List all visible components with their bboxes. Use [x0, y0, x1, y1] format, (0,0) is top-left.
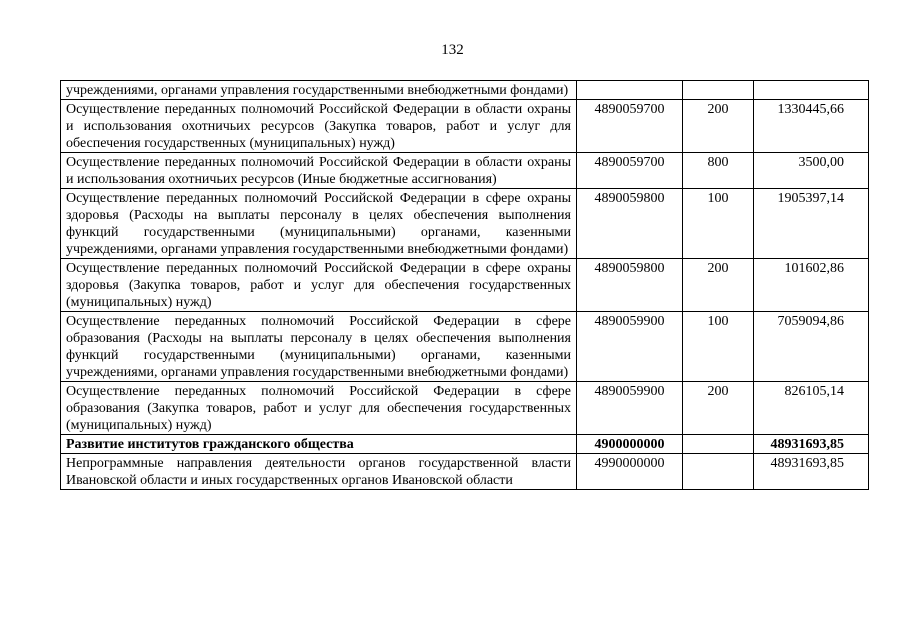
row-amount: 48931693,85 — [754, 435, 869, 454]
row-expense-type: 200 — [683, 259, 754, 312]
table-row — [61, 435, 869, 454]
row-target-code: 4890059800 — [577, 189, 683, 259]
budget-table — [60, 80, 869, 490]
table-row — [61, 81, 869, 100]
row-amount: 3500,00 — [754, 153, 869, 189]
row-description: Осуществление переданных полномочий Российской Федерации в области охраны и использования охотничьих ресурсов (Закупка товаров, работ и услуг для обеспечения государственных (муниципальных) нужд) — [61, 100, 577, 153]
row-target-code: 4890059900 — [577, 382, 683, 435]
row-expense-type: 100 — [683, 312, 754, 382]
row-expense-type — [683, 435, 754, 454]
row-target-code: 4890059700 — [577, 100, 683, 153]
row-description: Осуществление переданных полномочий Российской Федерации в сфере образования (Расходы на выплаты персоналу в целях обеспечения выполнения функций государственными (муниципальными) органами, казенными учреждениями, органами управления государственными внебюджетными фондами) — [61, 312, 577, 382]
row-description: учреждениями, органами управления государственными внебюджетными фондами) — [61, 81, 577, 100]
row-target-code: 4900000000 — [577, 435, 683, 454]
table-row — [61, 153, 869, 189]
row-amount: 1905397,14 — [754, 189, 869, 259]
row-description: Осуществление переданных полномочий Российской Федерации в области охраны и использования охотничьих ресурсов (Иные бюджетные ассигнования) — [61, 153, 577, 189]
budget-table-body — [61, 81, 869, 490]
table-row — [61, 312, 869, 382]
row-amount: 1330445,66 — [754, 100, 869, 153]
row-target-code — [577, 81, 683, 100]
row-expense-type: 800 — [683, 153, 754, 189]
row-description: Развитие институтов гражданского общества — [61, 435, 577, 454]
row-description: Осуществление переданных полномочий Российской Федерации в сфере охраны здоровья (Закупка товаров, работ и услуг для обеспечения государственных (муниципальных) нужд) — [61, 259, 577, 312]
row-expense-type — [683, 81, 754, 100]
row-amount — [754, 81, 869, 100]
row-description: Непрограммные направления деятельности органов государственной власти Ивановской области и иных государственных органов Ивановской области — [61, 454, 577, 490]
row-description: Осуществление переданных полномочий Российской Федерации в сфере охраны здоровья (Расходы на выплаты персоналу в целях обеспечения выполнения функций государственными (муниципальными) органами, казенными учреждениями, органами управления государственными внебюджетными фондами) — [61, 189, 577, 259]
row-description: Осуществление переданных полномочий Российской Федерации в сфере образования (Закупка товаров, работ и услуг для обеспечения государственных (муниципальных) нужд) — [61, 382, 577, 435]
row-expense-type: 100 — [683, 189, 754, 259]
row-target-code: 4990000000 — [577, 454, 683, 490]
table-row — [61, 454, 869, 490]
row-expense-type: 200 — [683, 382, 754, 435]
table-row — [61, 259, 869, 312]
row-target-code: 4890059700 — [577, 153, 683, 189]
row-amount: 101602,86 — [754, 259, 869, 312]
table-row — [61, 382, 869, 435]
table-row — [61, 100, 869, 153]
row-target-code: 4890059900 — [577, 312, 683, 382]
row-amount: 48931693,85 — [754, 454, 869, 490]
table-row — [61, 189, 869, 259]
row-amount: 7059094,86 — [754, 312, 869, 382]
row-amount: 826105,14 — [754, 382, 869, 435]
row-target-code: 4890059800 — [577, 259, 683, 312]
row-expense-type — [683, 454, 754, 490]
row-expense-type: 200 — [683, 100, 754, 153]
page-number: 132 — [441, 42, 464, 58]
